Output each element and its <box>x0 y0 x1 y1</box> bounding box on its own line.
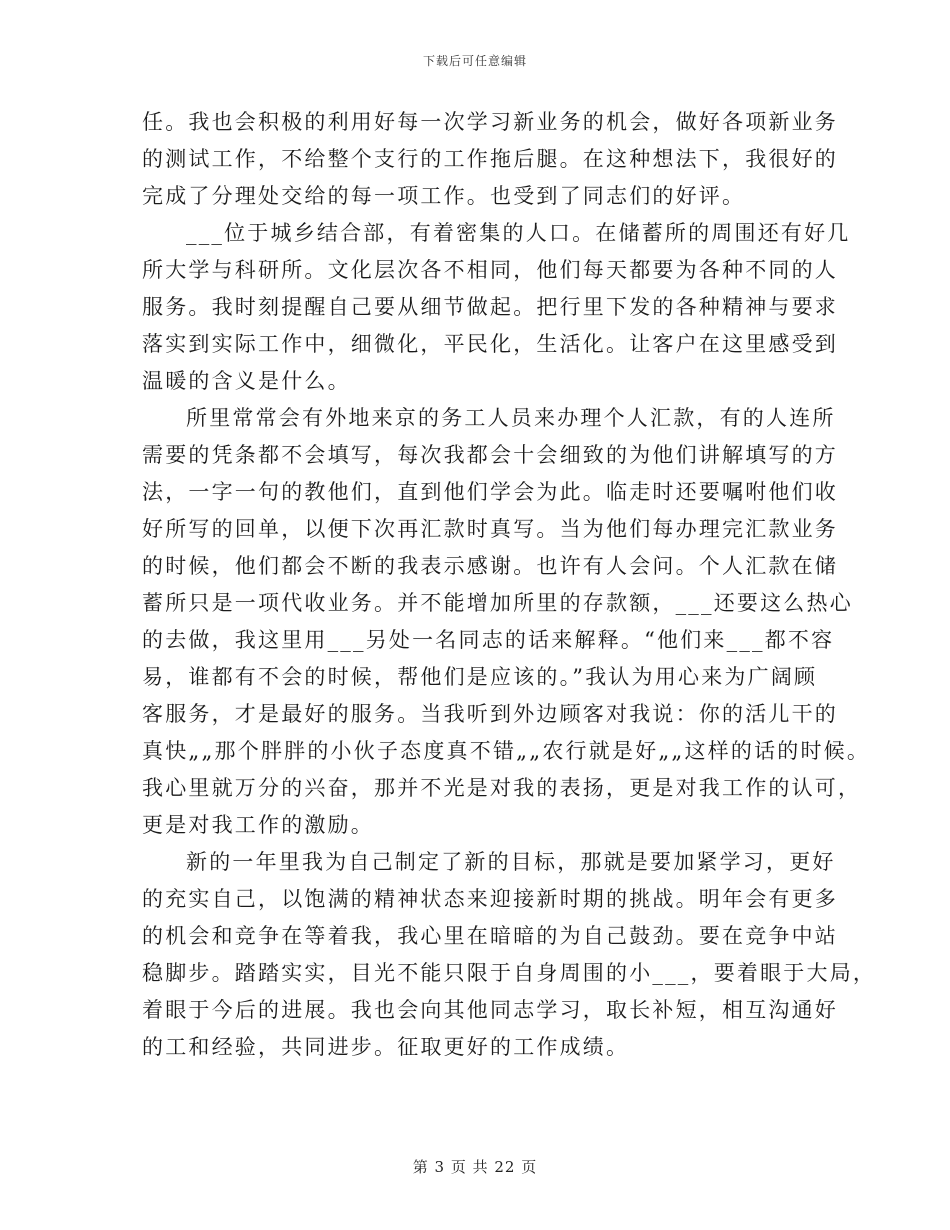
text-line: 易，谁都有不会的时候，帮他们是应该的。”我认为用心来为广阔顾 <box>142 665 818 689</box>
text-line: 客服务，才是最好的服务。当我听到外边顾客对我说：你的活儿干的 <box>142 702 838 726</box>
text-line: 稳脚步。踏踏实实，目光不能只限于自身周围的小___，要着眼于大局， <box>142 961 877 985</box>
text-line: ___位于城乡结合部，有着密集的人口。在储蓄所的周围还有好几 <box>186 221 851 245</box>
text-line: 需要的凭条都不会填写，每次我都会十会细致的为他们讲解填写的方 <box>142 443 838 467</box>
text-line: 的机会和竞争在等着我，我心里在暗暗的为自己鼓劲。要在竞争中站 <box>142 924 838 948</box>
text-line: 的充实自己，以饱满的精神状态来迎接新时期的挑战。明年会有更多 <box>142 887 838 911</box>
text-line: 落实到实际工作中，细微化，平民化，生活化。让客户在这里感受到 <box>142 332 838 356</box>
text-line: 的去做，我这里用___另处一名同志的话来解释。“他们来___都不容 <box>142 628 835 652</box>
paragraph <box>142 400 871 844</box>
text-line: 所大学与科研所。文化层次各不相同，他们每天都要为各种不同的人 <box>142 258 838 282</box>
text-line: 我心里就万分的兴奋，那并不光是对我的表扬，更是对我工作的认可， <box>142 776 862 800</box>
document-body <box>142 104 877 1066</box>
paragraph <box>142 844 877 1066</box>
paragraph <box>142 104 838 215</box>
text-line: 温暖的含义是什么。 <box>142 369 351 393</box>
text-line: 蓄所只是一项代收业务。并不能增加所里的存款额，___还要这么热心 <box>142 591 853 615</box>
text-line: 真快„„那个胖胖的小伙子态度真不错„„农行就是好„„这样的话的时候。 <box>142 739 871 763</box>
text-line: 更是对我工作的激励。 <box>142 813 374 837</box>
text-line: 任。我也会积极的利用好每一次学习新业务的机会，做好各项新业务 <box>142 110 838 134</box>
page-number: 第 3 页 共 22 页 <box>412 1158 538 1176</box>
text-line: 的测试工作，不给整个支行的工作拖后腿。在这种想法下，我很好的 <box>142 147 838 171</box>
text-line: 的时候，他们都会不断的我表示感谢。也许有人会问。个人汇款在储 <box>142 554 838 578</box>
text-line: 的工和经验，共同进步。征取更好的工作成绩。 <box>142 1035 630 1059</box>
paragraph <box>142 215 851 400</box>
text-line: 完成了分理处交给的每一项工作。也受到了同志们的好评。 <box>142 184 746 208</box>
text-line: 着眼于今后的进展。我也会向其他同志学习，取长补短，相互沟通好 <box>142 998 838 1022</box>
page-header: 下载后可任意编辑 <box>422 54 527 68</box>
text-line: 好所写的回单，以便下次再汇款时真写。当为他们每办理完汇款业务 <box>142 517 838 541</box>
text-line: 新的一年里我为自己制定了新的目标，那就是要加紧学习，更好 <box>186 850 836 874</box>
text-line: 所里常常会有外地来京的务工人员来办理个人汇款，有的人连所 <box>186 406 836 430</box>
text-line: 法，一字一句的教他们，直到他们学会为此。临走时还要嘱咐他们收 <box>142 480 838 504</box>
text-line: 服务。我时刻提醒自己要从细节做起。把行里下发的各种精神与要求 <box>142 295 838 319</box>
